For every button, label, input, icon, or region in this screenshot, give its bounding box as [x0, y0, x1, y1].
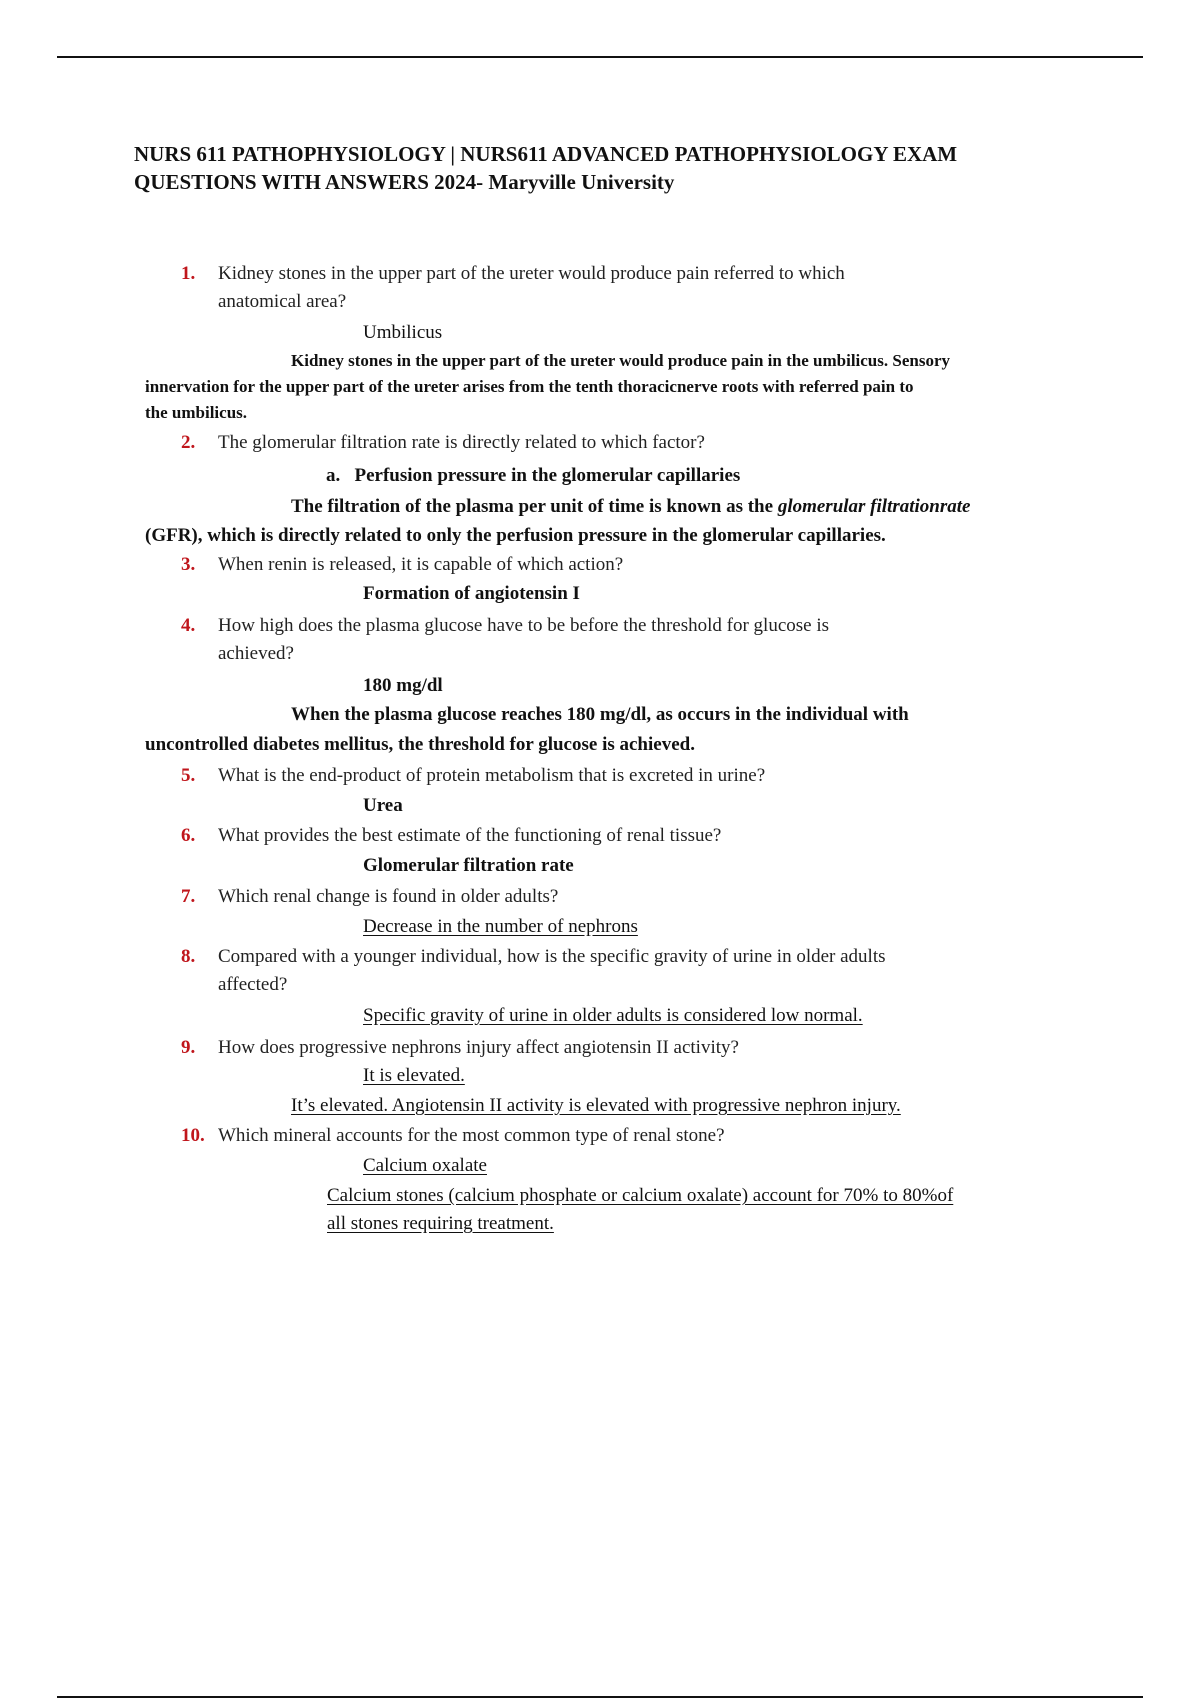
- answer-9: It is elevated.: [363, 1065, 465, 1086]
- question-text-line-2: achieved?: [218, 643, 294, 664]
- answer-8: Specific gravity of urine in older adults is considered low normal.: [363, 1005, 863, 1026]
- bottom-rule: [57, 1696, 1143, 1698]
- explanation-line-1: Calcium stones (calcium phosphate or calcium oxalate) account for 70% to 80%of: [327, 1185, 954, 1206]
- explanation-italic-term: glomerular filtrationrate: [777, 496, 971, 517]
- question-text-line-1: Kidney stones in the upper part of the ureter would produce pain referred to which: [218, 263, 845, 284]
- explanation-line-1: Kidney stones in the upper part of the ureter would produce pain in the umbilicus. Sensory: [291, 351, 950, 370]
- answer-10: Calcium oxalate: [363, 1155, 487, 1176]
- question-number: 10.: [181, 1125, 205, 1146]
- question-text: Which renal change is found in older adults?: [218, 886, 559, 907]
- answer-4: 180 mg/dl: [363, 675, 443, 696]
- question-text: When renin is released, it is capable of which action?: [218, 554, 624, 575]
- explanation-4: [145, 700, 1085, 760]
- answer-3: Formation of angiotensin I: [363, 583, 580, 604]
- top-rule: [57, 56, 1143, 58]
- explanation-10: [327, 1182, 1087, 1238]
- question-text-line-2: affected?: [218, 974, 288, 995]
- explanation-line-2: innervation for the upper part of the ureter arises from the tenth thoracicnerve roots with referred pain to: [145, 377, 914, 396]
- question-9: [181, 1034, 1061, 1062]
- answer-5: Urea: [363, 795, 403, 816]
- question-7: [181, 883, 1061, 911]
- question-text: The glomerular filtration rate is directly related to which factor?: [218, 432, 705, 453]
- question-text-line-2: anatomical area?: [218, 291, 347, 312]
- explanation-line-2: uncontrolled diabetes mellitus, the threshold for glucose is achieved.: [145, 734, 695, 755]
- answer-2: a. Perfusion pressure in the glomerular capillaries: [326, 465, 741, 486]
- question-4: [181, 612, 1061, 668]
- question-2: [181, 429, 1061, 457]
- question-5: [181, 762, 1061, 790]
- question-text: Which mineral accounts for the most common type of renal stone?: [218, 1125, 725, 1146]
- question-text: What provides the best estimate of the functioning of renal tissue?: [218, 825, 722, 846]
- explanation-9: It’s elevated. Angiotensin II activity is elevated with progressive nephron injury.: [291, 1095, 901, 1116]
- question-number: 1.: [181, 263, 196, 284]
- question-1: [181, 260, 1061, 316]
- question-8: [181, 943, 1061, 999]
- answer-6: Glomerular filtration rate: [363, 855, 574, 876]
- question-number: 8.: [181, 946, 196, 967]
- question-10: [181, 1122, 1061, 1150]
- question-number: 7.: [181, 886, 196, 907]
- question-number: 5.: [181, 765, 196, 786]
- question-number: 3.: [181, 554, 196, 575]
- question-text: How does progressive nephrons injury affect angiotensin II activity?: [218, 1037, 739, 1058]
- question-text-line-1: How high does the plasma glucose have to be before the threshold for glucose is: [218, 615, 830, 636]
- answer-1: Umbilicus: [363, 322, 443, 343]
- question-number: 2.: [181, 432, 196, 453]
- title-line-2: QUESTIONS WITH ANSWERS 2024- Maryville University: [134, 170, 675, 194]
- explanation-line-2: all stones requiring treatment.: [327, 1213, 554, 1234]
- answer-7: Decrease in the number of nephrons: [363, 916, 638, 937]
- question-text-line-1: Compared with a younger individual, how is the specific gravity of urine in older adults: [218, 946, 886, 967]
- title-line-1: NURS 611 PATHOPHYSIOLOGY | NURS611 ADVANCED PATHOPHYSIOLOGY EXAM: [134, 142, 958, 166]
- explanation-line-3: the umbilicus.: [145, 403, 248, 422]
- explanation-text: The filtration of the plasma per unit of time is known as the: [291, 496, 778, 517]
- question-number: 6.: [181, 825, 196, 846]
- explanation-2: [145, 492, 1085, 550]
- question-text: What is the end-product of protein metabolism that is excreted in urine?: [218, 765, 766, 786]
- explanation-line-1: When the plasma glucose reaches 180 mg/dl, as occurs in the individual with: [291, 704, 909, 725]
- question-number: 9.: [181, 1037, 196, 1058]
- explanation-line-2: (GFR), which is directly related to only the perfusion pressure in the glomerular capillaries.: [145, 525, 886, 546]
- question-6: [181, 822, 1061, 850]
- document-title: [134, 140, 1094, 196]
- explanation-1: [145, 348, 1085, 426]
- question-number: 4.: [181, 615, 196, 636]
- question-3: [181, 551, 1061, 579]
